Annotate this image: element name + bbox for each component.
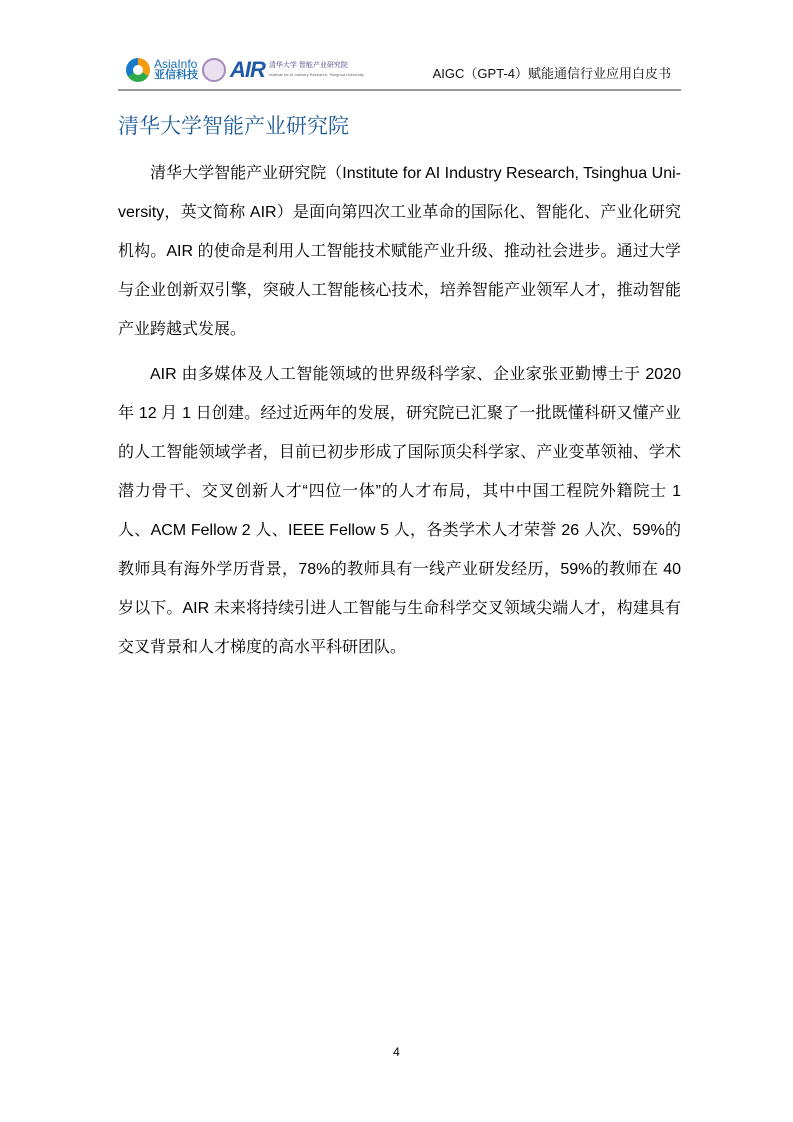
page-number: 4 (393, 1045, 400, 1059)
text-line: 清华大学智能产业研究院（Institute for AI Industry Research, Tsinghua Uni- (150, 165, 681, 182)
air-logo-en: Institute for AI Industry Research, Tsinghua University (268, 72, 364, 77)
asiainfo-logo-cn: 亚信科技 (154, 69, 198, 81)
paragraph-1 (118, 161, 681, 356)
text-line: AIR 由多媒体及人工智能领域的世界级科学家、企业家张亚勤博士于 2020 (150, 366, 681, 383)
text-line: 教师具有海外学历背景，78%的教师具有一线产业研发经历，59%的教师在 40 (118, 561, 681, 578)
asiainfo-logo-icon (126, 58, 150, 82)
text-line: 人、ACM Fellow 2 人、IEEE Fellow 5 人，各类学术人才荣誉 26 人次、59%的 (118, 522, 681, 539)
tsinghua-seal-icon (202, 58, 226, 82)
text-line: 年 12 月 1 日创建。经过近两年的发展，研究院已汇聚了一批既懂科研又懂产业 (118, 405, 681, 422)
text-line: 产业跨越式发展。 (118, 321, 247, 338)
asiainfo-logo-en: AsiaInfo (154, 57, 198, 71)
section-title: 清华大学智能产业研究院 (118, 115, 349, 138)
header-logos (126, 57, 364, 83)
air-logo-subtitle (269, 61, 364, 79)
asiainfo-logo (154, 59, 198, 81)
text-line: versity，英文简称 AIR）是面向第四次工业革命的国际化、智能化、产业化研究 (118, 204, 681, 221)
text-line: 交叉背景和人才梯度的高水平科研团队。 (118, 639, 407, 656)
paragraph-2 (118, 362, 681, 674)
text-line: 机构。AIR 的使命是利用人工智能技术赋能产业升级、推动社会进步。通过大学 (118, 243, 681, 260)
air-logo: AIR (230, 57, 265, 82)
air-logo-cn: 清华大学 智能产业研究院 (268, 62, 348, 69)
page-header (118, 55, 681, 91)
document-title: AIGC（GPT-4）赋能通信行业应用白皮书 (432, 66, 671, 81)
text-line: 与企业创新双引擎，突破人工智能核心技术，培养智能产业领军人才，推动智能 (118, 282, 681, 299)
text-line: 岁以下。AIR 未来将持续引进人工智能与生命科学交叉领域尖端人才，构建具有 (118, 600, 681, 617)
text-line: 的人工智能领域学者，目前已初步形成了国际顶尖科学家、产业变革领袖、学术 (118, 444, 681, 461)
text-line: 潜力骨干、交叉创新人才“四位一体”的人才布局，其中中国工程院外籍院士 1 (118, 483, 681, 500)
